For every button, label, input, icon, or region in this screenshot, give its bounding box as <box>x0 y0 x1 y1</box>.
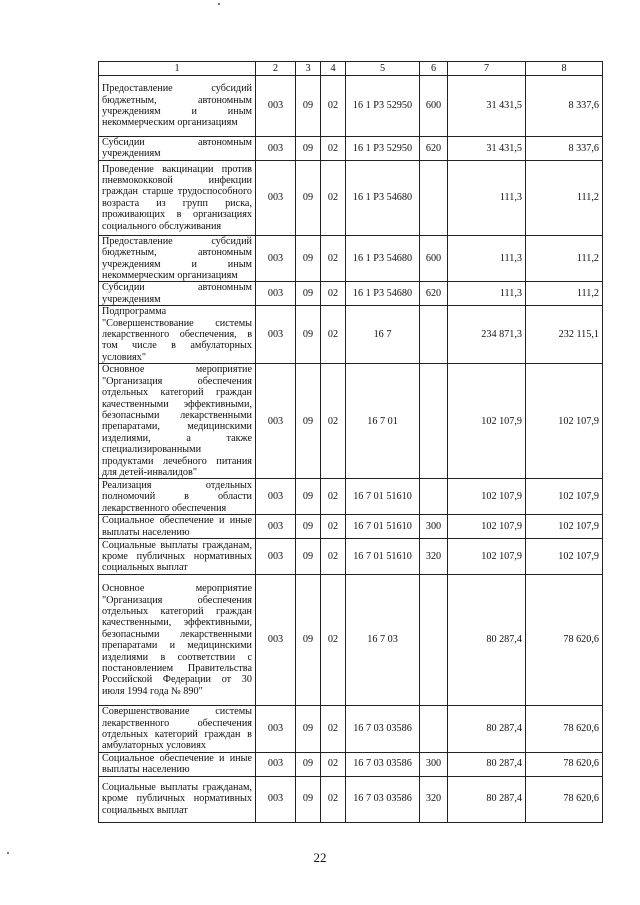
amount-col-7: 111,3 <box>448 160 526 235</box>
table-row <box>99 306 603 364</box>
admin-code: 003 <box>256 776 296 822</box>
amount-col-8: 8 337,6 <box>526 76 603 137</box>
expense-type-code <box>420 306 448 364</box>
header-col-4: 4 <box>321 62 346 76</box>
row-name: Реализация отдельных полномочий в области лекарственного обеспечения <box>99 479 256 515</box>
target-article-code: 16 1 Р3 54680 <box>346 282 420 306</box>
admin-code: 003 <box>256 515 296 539</box>
subsection-code: 02 <box>321 76 346 137</box>
subsection-code: 02 <box>321 282 346 306</box>
header-col-6: 6 <box>420 62 448 76</box>
section-code: 09 <box>296 575 321 706</box>
section-code: 09 <box>296 364 321 479</box>
budget-table <box>98 61 603 823</box>
expense-type-code: 320 <box>420 776 448 822</box>
admin-code: 003 <box>256 575 296 706</box>
amount-col-8: 102 107,9 <box>526 364 603 479</box>
amount-col-8: 111,2 <box>526 160 603 235</box>
amount-col-7: 80 287,4 <box>448 752 526 776</box>
section-code: 09 <box>296 160 321 235</box>
row-name: Социальное обеспечение и иные выплаты населению <box>99 752 256 776</box>
table-row <box>99 752 603 776</box>
amount-col-7: 111,3 <box>448 282 526 306</box>
amount-col-7: 102 107,9 <box>448 515 526 539</box>
amount-col-8: 78 620,6 <box>526 752 603 776</box>
section-code: 09 <box>296 752 321 776</box>
amount-col-8: 78 620,6 <box>526 575 603 706</box>
table-row <box>99 539 603 575</box>
admin-code: 003 <box>256 706 296 753</box>
target-article-code: 16 7 03 <box>346 575 420 706</box>
target-article-code: 16 1 Р3 54680 <box>346 235 420 282</box>
target-article-code: 16 1 Р3 52950 <box>346 76 420 137</box>
target-article-code: 16 1 Р3 54680 <box>346 160 420 235</box>
section-code: 09 <box>296 306 321 364</box>
admin-code: 003 <box>256 282 296 306</box>
target-article-code: 16 7 01 51610 <box>346 479 420 515</box>
section-code: 09 <box>296 76 321 137</box>
subsection-code: 02 <box>321 306 346 364</box>
row-name: Основное мероприятие "Организация обеспечения отдельных категорий граждан качественными эффективными, безопасными лекарственными препаратами, медицинскими изделиями, а также специализированными продуктами лечебного питания для детей-инвалидов" <box>99 364 256 479</box>
amount-col-8: 111,2 <box>526 282 603 306</box>
section-code: 09 <box>296 776 321 822</box>
header-col-2: 2 <box>256 62 296 76</box>
row-name: Предоставление субсидий бюджетным, автономным учреждениям и иным некоммерческим организациям <box>99 76 256 137</box>
table-row <box>99 776 603 822</box>
table-row <box>99 137 603 161</box>
table-row <box>99 282 603 306</box>
amount-col-8: 232 115,1 <box>526 306 603 364</box>
header-row <box>99 62 603 76</box>
section-code: 09 <box>296 282 321 306</box>
table-row <box>99 479 603 515</box>
row-name: Социальные выплаты гражданам, кроме публичных нормативных социальных выплат <box>99 539 256 575</box>
table-body <box>99 76 603 823</box>
expense-type-code: 620 <box>420 282 448 306</box>
amount-col-7: 102 107,9 <box>448 539 526 575</box>
admin-code: 003 <box>256 235 296 282</box>
header-col-8: 8 <box>526 62 603 76</box>
admin-code: 003 <box>256 752 296 776</box>
amount-col-8: 78 620,6 <box>526 706 603 753</box>
table-row <box>99 76 603 137</box>
amount-col-7: 234 871,3 <box>448 306 526 364</box>
expense-type-code: 300 <box>420 515 448 539</box>
expense-type-code <box>420 706 448 753</box>
section-code: 09 <box>296 515 321 539</box>
section-code: 09 <box>296 706 321 753</box>
table-row <box>99 160 603 235</box>
admin-code: 003 <box>256 160 296 235</box>
amount-col-7: 111,3 <box>448 235 526 282</box>
subsection-code: 02 <box>321 706 346 753</box>
header-col-3: 3 <box>296 62 321 76</box>
header-col-1: 1 <box>99 62 256 76</box>
table-row <box>99 235 603 282</box>
section-code: 09 <box>296 235 321 282</box>
amount-col-8: 78 620,6 <box>526 776 603 822</box>
admin-code: 003 <box>256 479 296 515</box>
table-row <box>99 575 603 706</box>
subsection-code: 02 <box>321 479 346 515</box>
scan-mark-top <box>218 3 220 5</box>
expense-type-code: 620 <box>420 137 448 161</box>
target-article-code: 16 7 03 03586 <box>346 706 420 753</box>
expense-type-code: 300 <box>420 752 448 776</box>
expense-type-code <box>420 160 448 235</box>
subsection-code: 02 <box>321 575 346 706</box>
admin-code: 003 <box>256 306 296 364</box>
target-article-code: 16 7 01 51610 <box>346 539 420 575</box>
page-number: 22 <box>313 850 327 865</box>
subsection-code: 02 <box>321 364 346 479</box>
subsection-code: 02 <box>321 137 346 161</box>
subsection-code: 02 <box>321 539 346 575</box>
admin-code: 003 <box>256 364 296 479</box>
admin-code: 003 <box>256 137 296 161</box>
row-name: Предоставление субсидий бюджетным, автономным учреждениям и иным некоммерческим организациям <box>99 235 256 282</box>
subsection-code: 02 <box>321 235 346 282</box>
amount-col-7: 80 287,4 <box>448 575 526 706</box>
row-name: Совершенствование системы лекарственного обеспечения отдельных категорий граждан в амбулаторных условиях <box>99 706 256 753</box>
subsection-code: 02 <box>321 160 346 235</box>
amount-col-7: 80 287,4 <box>448 776 526 822</box>
amount-col-7: 102 107,9 <box>448 364 526 479</box>
amount-col-8: 102 107,9 <box>526 515 603 539</box>
row-name: Социальные выплаты гражданам, кроме публичных нормативных социальных выплат <box>99 776 256 822</box>
admin-code: 003 <box>256 76 296 137</box>
amount-col-7: 31 431,5 <box>448 76 526 137</box>
expense-type-code: 600 <box>420 235 448 282</box>
row-name: Субсидии автономным учреждениям <box>99 282 256 306</box>
amount-col-7: 31 431,5 <box>448 137 526 161</box>
row-name: Основное мероприятие "Организация обеспечения отдельных категорий граждан качественными, эффективными, безопасными лекарственными препаратами и медицинскими изделиями в соответствии с постановлением Правительства Российской Федерации от 30 июля 1994 года № 890" <box>99 575 256 706</box>
row-name: Проведение вакцинации против пневмококковой инфекции граждан старше трудоспособного возраста из групп риска, проживающих в организациях социального обслуживания <box>99 160 256 235</box>
subsection-code: 02 <box>321 515 346 539</box>
subsection-code: 02 <box>321 752 346 776</box>
table-row <box>99 706 603 753</box>
target-article-code: 16 1 Р3 52950 <box>346 137 420 161</box>
section-code: 09 <box>296 137 321 161</box>
target-article-code: 16 7 <box>346 306 420 364</box>
table-row <box>99 364 603 479</box>
amount-col-7: 80 287,4 <box>448 706 526 753</box>
row-name: Подпрограмма "Совершенствование системы лекарственного обеспечения, в том числе в амбулаторных условиях" <box>99 306 256 364</box>
target-article-code: 16 7 03 03586 <box>346 776 420 822</box>
header-col-7: 7 <box>448 62 526 76</box>
amount-col-8: 111,2 <box>526 235 603 282</box>
section-code: 09 <box>296 539 321 575</box>
row-name: Социальное обеспечение и иные выплаты населению <box>99 515 256 539</box>
target-article-code: 16 7 01 <box>346 364 420 479</box>
target-article-code: 16 7 01 51610 <box>346 515 420 539</box>
expense-type-code: 320 <box>420 539 448 575</box>
expense-type-code <box>420 575 448 706</box>
target-article-code: 16 7 03 03586 <box>346 752 420 776</box>
amount-col-8: 102 107,9 <box>526 539 603 575</box>
expense-type-code <box>420 479 448 515</box>
header-col-5: 5 <box>346 62 420 76</box>
expense-type-code: 600 <box>420 76 448 137</box>
amount-col-7: 102 107,9 <box>448 479 526 515</box>
expense-type-code <box>420 364 448 479</box>
amount-col-8: 8 337,6 <box>526 137 603 161</box>
subsection-code: 02 <box>321 776 346 822</box>
row-name: Субсидии автономным учреждениям <box>99 137 256 161</box>
table-row <box>99 515 603 539</box>
section-code: 09 <box>296 479 321 515</box>
admin-code: 003 <box>256 539 296 575</box>
amount-col-8: 102 107,9 <box>526 479 603 515</box>
